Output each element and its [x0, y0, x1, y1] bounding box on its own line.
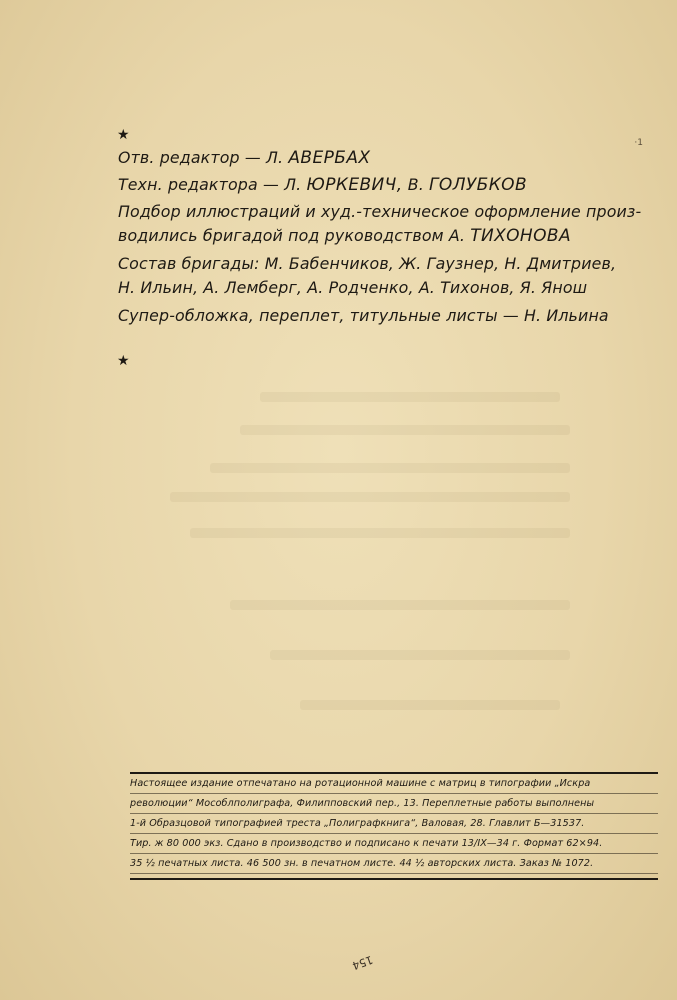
star-ornament-bottom: ★ [117, 353, 130, 369]
tech-editor-role: Техн. редактора — Л. [118, 175, 302, 194]
cover-credit: Супер-обложка, переплет, титульные листы — Н. Ильина [118, 306, 609, 325]
imprint-line: революции“ Мособлполиграфа, Филипповский пер., 13. Переплетные работы выполнены [130, 794, 658, 814]
imprint-line: 35 ½ печатных листа. 46 500 зн. в печатном листе. 44 ½ авторских листа. Заказ № 1072. [130, 854, 658, 874]
bleed-through-lines [300, 700, 560, 710]
tech-editor-initial: В. [407, 175, 424, 194]
corner-mark: ·1 [634, 138, 643, 148]
brigade-credit-line-1: Состав бригады: М. Бабенчиков, Ж. Гаузнер, Н. Дмитриев, [118, 254, 617, 273]
brigade-credit [118, 252, 663, 300]
imprint-line: Настоящее издание отпечатано на ротационной машине с матриц в типографии „Искра [130, 774, 658, 794]
editor-role: Отв. редактор — Л. [118, 148, 284, 167]
page-number: 154 [350, 952, 375, 973]
bleed-through-lines [230, 600, 570, 610]
imprint-block [130, 772, 658, 880]
bleed-through-lines [260, 392, 560, 402]
star-ornament-top: ★ [117, 127, 130, 143]
imprint-bottom-rule [130, 878, 658, 880]
illustration-credit-line-1: Подбор иллюстраций и худ.-техническое оформление произ- [118, 202, 642, 221]
bleed-through-lines [240, 425, 570, 435]
bleed-through-lines [190, 528, 570, 538]
editor-name: АВЕРБАХ [288, 148, 371, 168]
illustration-credit [118, 200, 663, 248]
imprint-line: 1-й Образцовой типографией треста „Полиграфкнига“, Валовая, 28. Главлит Б—31537. [130, 814, 658, 834]
bleed-through-lines [270, 650, 570, 660]
illustration-credit-text: водились бригадой под руководством А. [118, 226, 466, 245]
brigade-leader-name: ТИХОНОВА [470, 226, 571, 246]
brigade-credit-line-2: Н. Ильин, А. Лемберг, А. Родченко, А. Тихонов, Я. Янош [118, 278, 588, 297]
credits-block [118, 146, 663, 328]
tech-editor-name-2: ГОЛУБКОВ [429, 175, 528, 195]
imprint-line: Тир. ж 80 000 экз. Сдано в производство и подписано к печати 13/IX—34 г. Формат 62×94. [130, 834, 658, 854]
tech-editor-name-1: ЮРКЕВИЧ, [306, 175, 403, 195]
bleed-through-lines [170, 492, 570, 502]
editor-credit [118, 146, 663, 170]
tech-editor-credit [118, 173, 663, 197]
illustration-credit-line-2 [118, 224, 663, 248]
bleed-through-lines [210, 463, 570, 473]
